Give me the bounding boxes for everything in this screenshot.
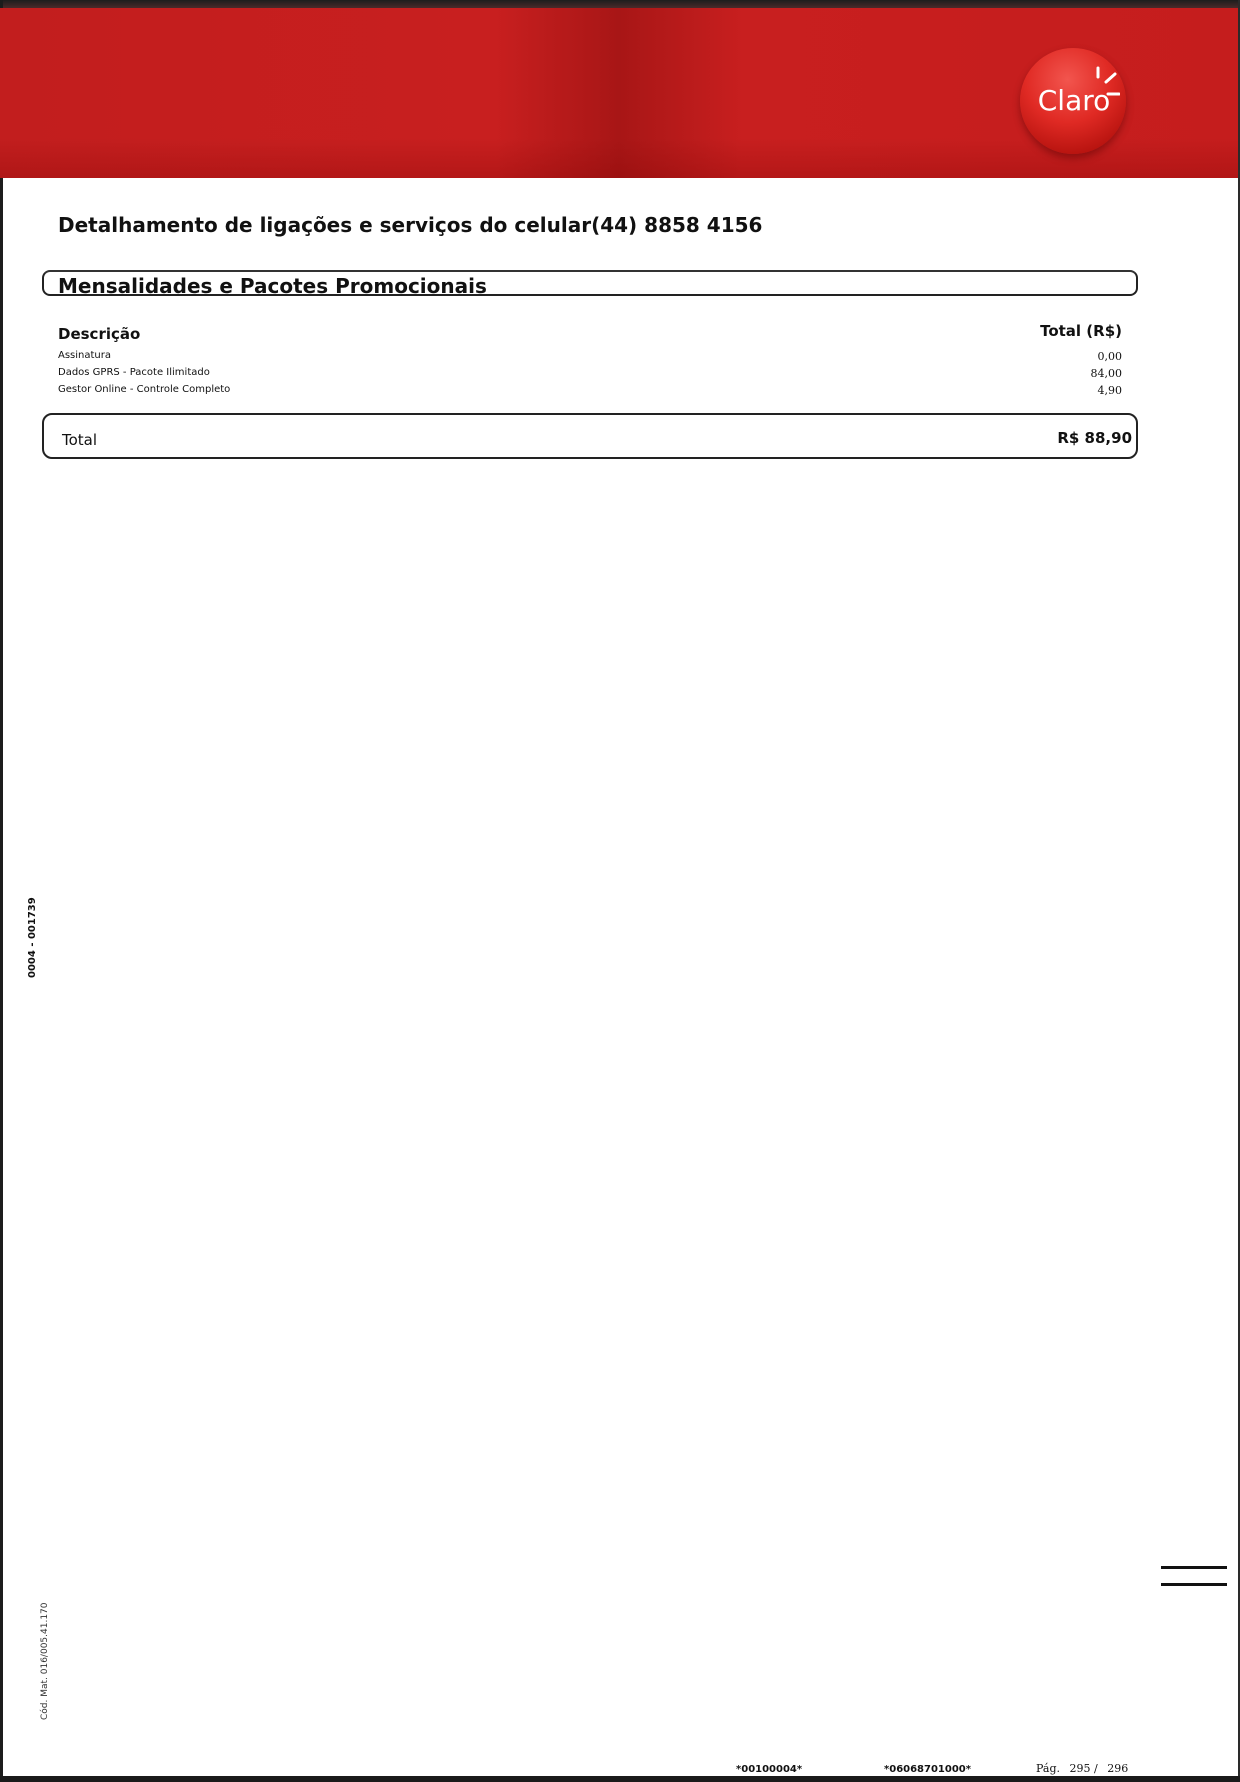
section-title: Mensalidades e Pacotes Promocionais xyxy=(58,274,487,298)
scan-top-edge xyxy=(0,0,1240,8)
scan-left-edge xyxy=(0,0,3,1782)
list-item xyxy=(58,367,1122,383)
item-description: Assinatura xyxy=(58,350,112,361)
total-value: R$ 88,90 xyxy=(1057,429,1132,447)
column-header-description: Descrição xyxy=(58,325,141,343)
page-label: Pág. xyxy=(1036,1762,1061,1775)
sun-rays-icon xyxy=(1086,66,1120,106)
item-value: 0,00 xyxy=(1097,350,1122,363)
page-total: 296 xyxy=(1107,1762,1129,1775)
side-code: 0004 - 001739 xyxy=(27,897,38,978)
column-header-total: Total (R$) xyxy=(1040,322,1122,340)
registration-mark xyxy=(1161,1583,1227,1586)
claro-logo xyxy=(1020,48,1126,154)
list-item xyxy=(58,384,1122,400)
page-number xyxy=(1036,1762,1134,1775)
item-value: 4,90 xyxy=(1097,384,1122,397)
footer-code-1: *00100004* xyxy=(736,1764,803,1775)
material-code: Cód. Mat. 016/005.41.170 xyxy=(40,1602,50,1720)
document-title: Detalhamento de ligações e serviços do celular(44) 8858 4156 xyxy=(58,213,763,237)
item-value: 84,00 xyxy=(1090,367,1122,380)
list-item xyxy=(58,350,1122,366)
item-description: Dados GPRS - Pacote Ilimitado xyxy=(58,367,210,378)
logo-text: Claro xyxy=(1037,84,1111,117)
registration-mark xyxy=(1161,1566,1227,1569)
total-label: Total xyxy=(62,431,98,449)
page-current: 295 / xyxy=(1069,1762,1098,1775)
header-banner xyxy=(0,8,1238,178)
footer-code-2: *06068701000* xyxy=(884,1764,971,1775)
scan-bottom-edge xyxy=(0,1776,1240,1782)
item-description: Gestor Online - Controle Completo xyxy=(58,384,231,395)
